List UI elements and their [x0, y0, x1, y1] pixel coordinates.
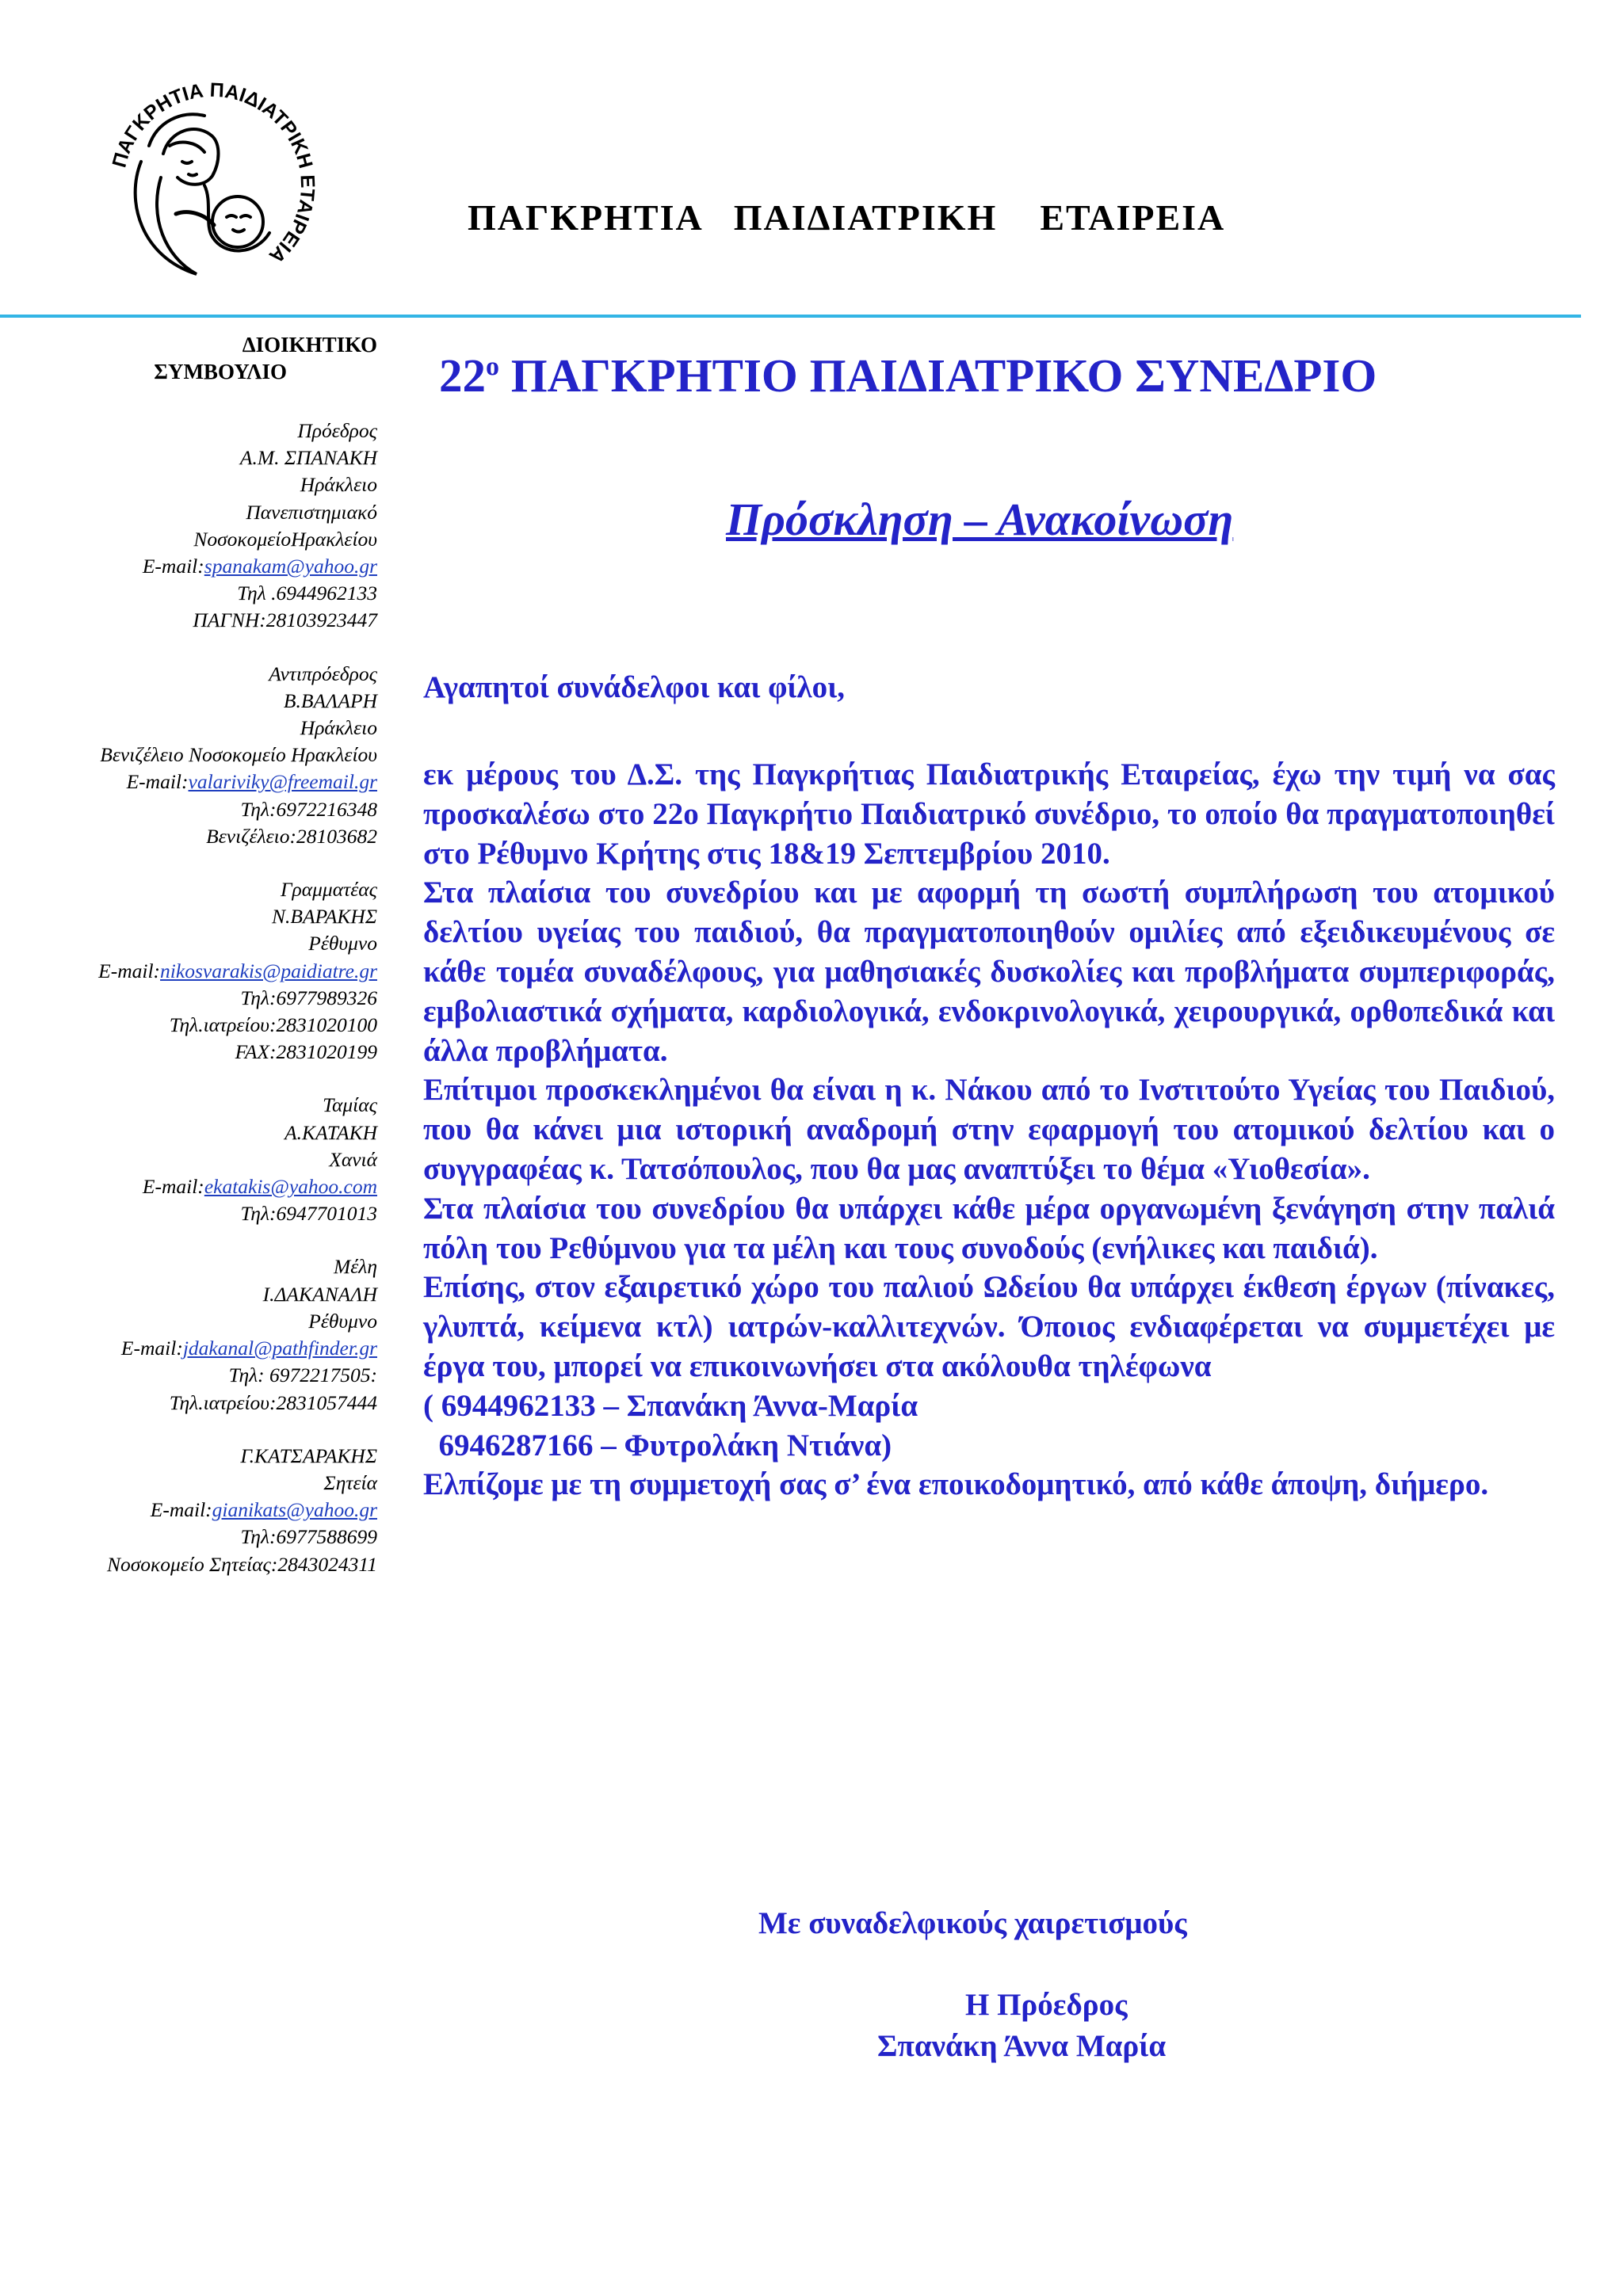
header-divider	[0, 315, 1581, 318]
conference-number: 22	[439, 349, 486, 402]
logo-circular-text: ΠΑΓΚΡΗΤΙΑ ΠΑΙΔΙΑΤΡΙΚΗ ΕΤΑΙΡΕΙΑ	[108, 78, 319, 268]
board-member	[0, 1443, 377, 1578]
paragraph-exhibition: Επίσης, στον εξαιρετικό χώρο του παλιού Ωδείου θα υπάρχει έκθεση έργων (πίνακες, γλυπτά, κείμενα κτλ) ιατρών-καλλιτεχνών. Όποιος ενδιαφέρεται να συμμετέχει με έργα του, μπορεί να επικοινωνήσει στα ακόλουθα τηλέφωνα	[423, 1270, 1555, 1383]
paragraph-closing: Ελπίζομε με τη συμμετοχή σας σ’ ένα εποικοδομητικό, από κάθε άποψη, διήμερο.	[423, 1467, 1489, 1502]
member-name: Ι.ΔΑΚΑΝΑΛΗ	[262, 1282, 377, 1306]
conference-title	[439, 349, 1377, 403]
member-phone: Τηλ:6947701013	[240, 1202, 377, 1226]
board-member	[0, 661, 377, 850]
member-email-link[interactable]: jdakanal@pathfinder.gr	[182, 1337, 377, 1360]
email-label: E-mail:	[150, 1498, 212, 1522]
contact-phone-2: 6946287166 – Φυτρολάκη Ντιάνα)	[423, 1428, 892, 1463]
member-location: Ρέθυμνο	[308, 1309, 377, 1333]
member-phone: Τηλ:6977989326	[240, 986, 377, 1009]
member-email-line	[0, 1335, 377, 1362]
conference-title-text: ΠΑΓΚΡΗΤΙΟ ΠΑΙΔΙΑΤΡΙΚΟ ΣΥΝΕΔΡΙΟ	[499, 349, 1377, 402]
member-location: Ηράκλειο	[300, 716, 377, 740]
invitation-heading: Πρόσκληση – Ανακοίνωση	[726, 494, 1234, 545]
member-phone: Τηλ .6944962133	[237, 582, 377, 605]
member-email-link[interactable]: ekatakis@yahoo.com	[204, 1175, 377, 1199]
member-email-link[interactable]: nikosvarakis@paidiatre.gr	[160, 959, 377, 982]
board-member	[0, 418, 377, 635]
member-name: Ν.ΒΑΡΑΚΗΣ	[271, 905, 377, 929]
member-location: Βενιζέλειο Νοσοκομείο Ηρακλείου	[100, 743, 377, 767]
member-location: Ρέθυμνο	[308, 932, 377, 955]
board-members-list	[0, 418, 377, 1604]
member-email-link[interactable]: spanakam@yahoo.gr	[204, 555, 377, 578]
member-phone: Τηλ:6972216348	[240, 797, 377, 821]
board-heading	[154, 331, 377, 385]
email-label: E-mail:	[142, 555, 204, 578]
member-role: Ταμίας	[323, 1093, 377, 1117]
mother-child-icon	[136, 114, 269, 274]
regards: Με συναδελφικούς χαιρετισμούς	[758, 1906, 1187, 1940]
signer-title: Η Πρόεδρος	[965, 1988, 1128, 2022]
paragraph-invitation: εκ μέρους του Δ.Σ. της Παγκρήτιας Παιδιατρικής Εταιρείας, έχω την τιμή να σας προσκαλέσω στο 22ο Παγκρήτιο Παιδιατρικό συνέδριο, το οποίο θα πραγματοποιηθεί στο Ρέθυμνο Κρήτης στις 18&19 Σεπτεμβρίου 2010.	[423, 757, 1555, 871]
member-phone: ΠΑΓΝΗ:28103923447	[193, 608, 377, 632]
greeting: Αγαπητοί συνάδελφοι και φίλοι,	[423, 670, 846, 704]
board-heading-line1: ΔΙΟΙΚΗΤΙΚΟ	[242, 333, 377, 357]
member-email-line	[0, 1497, 377, 1524]
letter-body	[423, 755, 1555, 1505]
email-label: E-mail:	[98, 959, 161, 982]
member-phone: Βενιζέλειο:28103682	[206, 824, 377, 848]
member-location: Πανεπιστημιακό	[246, 500, 377, 524]
email-label: E-mail:	[126, 770, 189, 794]
member-name: Α.ΚΑΤΑΚΗ	[285, 1120, 377, 1144]
paragraph-lectures: Στα πλαίσια του συνεδρίου και με αφορμή τη σωστή συμπλήρωση του ατομικού δελτίου υγείας του παιδιού, θα πραγματοποιηθούν ομιλίες από εξειδικευμένους σε κάθε τομέα συναδέλφους, για μαθησιακές δυσκολίες και προβλήματα συμπεριφοράς, εμβολιαστικά σχήματα, καρδιολογικά, ενδοκρινολογικά, χειρουργικά, ορθοπεδικά και άλλα προβλήματα.	[423, 875, 1555, 1068]
member-role: Μέλη	[334, 1255, 377, 1279]
member-email-line	[0, 553, 377, 580]
member-phone: Τηλ.ιατρείου:2831057444	[169, 1390, 377, 1414]
member-email-line	[0, 769, 377, 795]
member-role: Γ.ΚΑΤΣΑΡΑΚΗΣ	[240, 1444, 377, 1467]
email-label: E-mail:	[120, 1337, 183, 1360]
email-label: E-mail:	[142, 1175, 204, 1199]
paragraph-tour: Στα πλαίσια του συνεδρίου θα υπάρχει κάθε μέρα οργανωμένη ξενάγηση στην παλιά πόλη του Ρεθύμνου για τα μέλη και τους συνοδούς (ενήλικες και παιδιά).	[423, 1191, 1555, 1265]
member-phone: FAX:2831020199	[235, 1040, 377, 1064]
member-email-line	[0, 1173, 377, 1200]
board-heading-line2: ΣΥΜΒΟΥΛΙΟ	[154, 360, 287, 383]
member-phone: Νοσοκομείο Σητείας:2843024311	[106, 1552, 377, 1576]
member-phone: Τηλ:6977588699	[240, 1525, 377, 1549]
member-role: Γραμματέας	[280, 878, 377, 902]
member-email-link[interactable]: valariviky@freemail.gr	[188, 770, 377, 794]
organization-title: ΠΑΓΚΡΗΤΙΑ ΠΑΙΔΙΑΤΡΙΚΗ ΕΤΑΙΡΕΙΑ	[468, 197, 1226, 238]
contact-phone-1: ( 6944962133 – Σπανάκη Άννα-Μαρία	[423, 1388, 918, 1423]
board-member	[0, 876, 377, 1066]
signer-name: Σπανάκη Άννα Μαρία	[877, 2029, 1167, 2063]
member-phone: Τηλ.ιατρείου:2831020100	[169, 1013, 377, 1037]
member-location: ΝοσοκομείοΗρακλείου	[193, 527, 377, 551]
paragraph-guests: Επίτιμοι προσκεκλημένοι θα είναι η κ. Νάκου από το Ινστιτούτο Υγείας του Παιδιού, που θα κάνει μια ιστορική αναδρομή στην εφαρμογή του ατομικού δελτίου και ο συγγραφέας κ. Τατσόπουλος, που θα μας αναπτύξει το θέμα «Υιοθεσία».	[423, 1073, 1555, 1186]
member-role: Αντιπρόεδρος	[269, 662, 377, 685]
member-location: Ηράκλειο	[300, 473, 377, 497]
member-role: Πρόεδρος	[297, 419, 377, 442]
board-member	[0, 1092, 377, 1227]
member-email-link[interactable]: gianikats@yahoo.gr	[212, 1498, 377, 1522]
society-logo	[94, 67, 331, 304]
member-email-line	[0, 958, 377, 985]
conference-ordinal: ο	[486, 352, 499, 381]
member-location: Χανιά	[329, 1147, 377, 1171]
member-name: Α.Μ. ΣΠΑΝΑΚΗ	[239, 446, 377, 470]
board-member	[0, 1253, 377, 1416]
member-name: Β.ΒΑΛΑΡΗ	[283, 688, 377, 712]
member-phone: Τηλ: 6972217505:	[228, 1363, 377, 1387]
member-location: Σητεία	[323, 1470, 377, 1494]
